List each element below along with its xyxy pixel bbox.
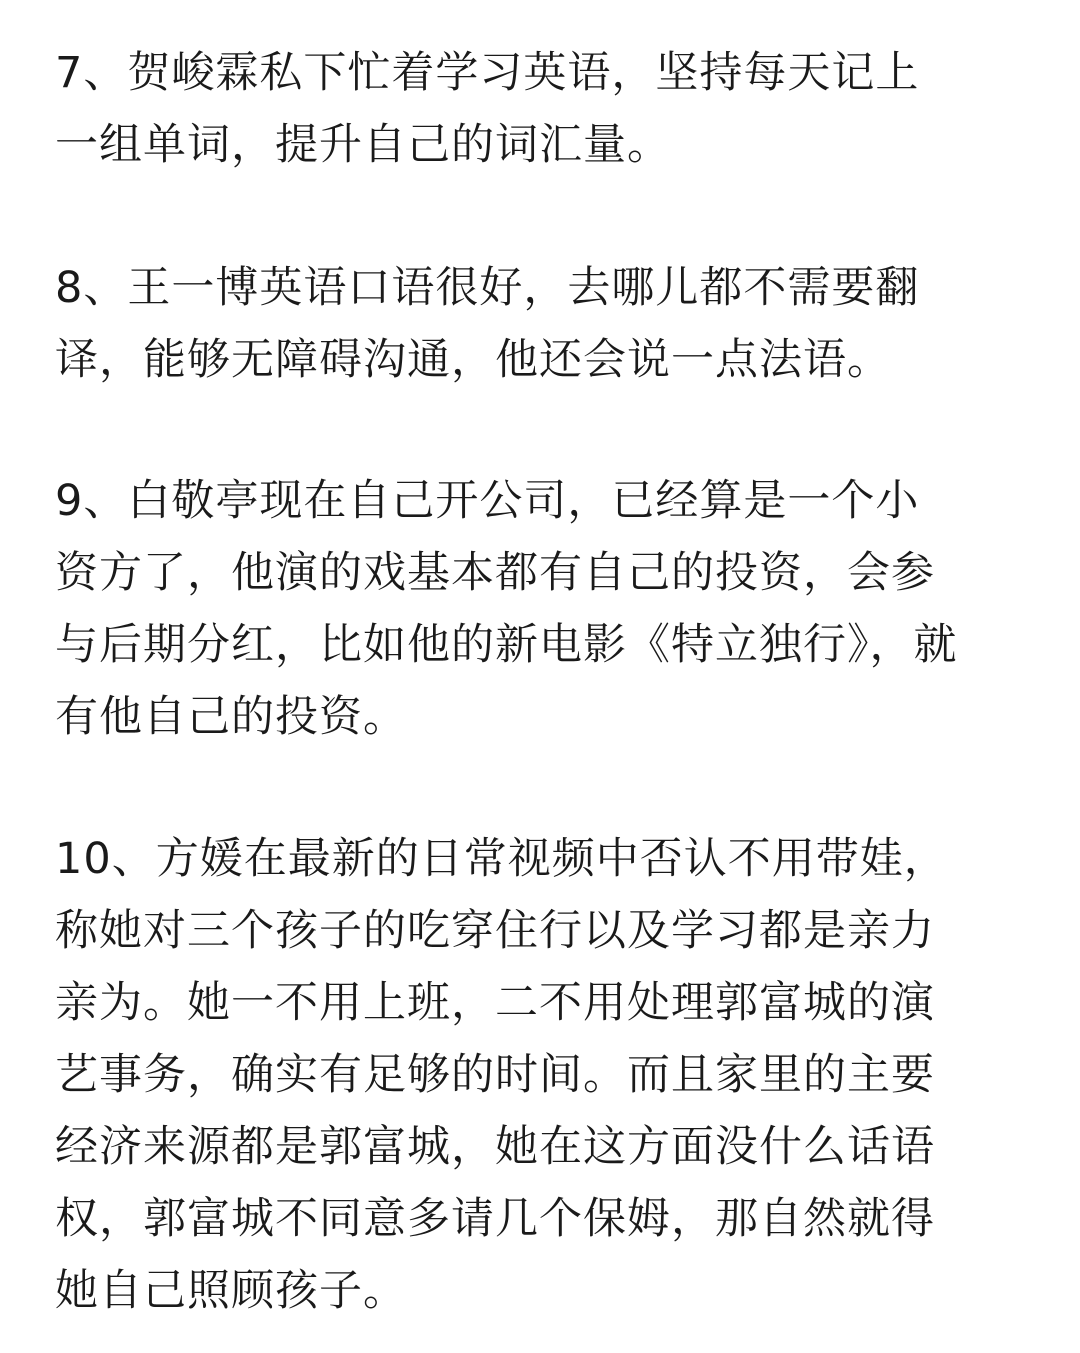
paragraph-9 bbox=[55, 465, 1030, 753]
text-line: 称她对三个孩子的吃穿住行以及学习都是亲力 bbox=[55, 906, 935, 956]
text-line: 10、方媛在最新的日常视频中否认不用带娃， bbox=[55, 834, 948, 884]
text-line: 艺事务，确实有足够的时间。而且家里的主要 bbox=[55, 1050, 935, 1100]
text-line: 8、王一博英语口语很好，去哪儿都不需要翻 bbox=[55, 263, 920, 313]
text-line: 她自己照顾孩子。 bbox=[55, 1266, 407, 1316]
paragraph-7 bbox=[55, 37, 1030, 181]
text-line: 一组单词，提升自己的词汇量。 bbox=[55, 120, 671, 170]
paragraph-10 bbox=[55, 823, 1030, 1327]
text-line: 亲为。她一不用上班，二不用处理郭富城的演 bbox=[55, 978, 935, 1028]
text-line: 与后期分红，比如他的新电影《特立独行》，就 bbox=[55, 620, 958, 670]
text-line: 7、贺峻霖私下忙着学习英语，坚持每天记上 bbox=[55, 48, 920, 98]
text-line: 经济来源都是郭富城，她在这方面没什么话语 bbox=[55, 1122, 935, 1172]
paragraph-8 bbox=[55, 252, 1030, 396]
text-line: 资方了，他演的戏基本都有自己的投资，会参 bbox=[55, 548, 935, 598]
text-line: 9、白敬亭现在自己开公司，已经算是一个小 bbox=[55, 476, 920, 526]
text-line: 权，郭富城不同意多请几个保姆，那自然就得 bbox=[55, 1194, 935, 1244]
text-line: 译，能够无障碍沟通，他还会说一点法语。 bbox=[55, 335, 891, 385]
text-line: 有他自己的投资。 bbox=[55, 692, 407, 742]
